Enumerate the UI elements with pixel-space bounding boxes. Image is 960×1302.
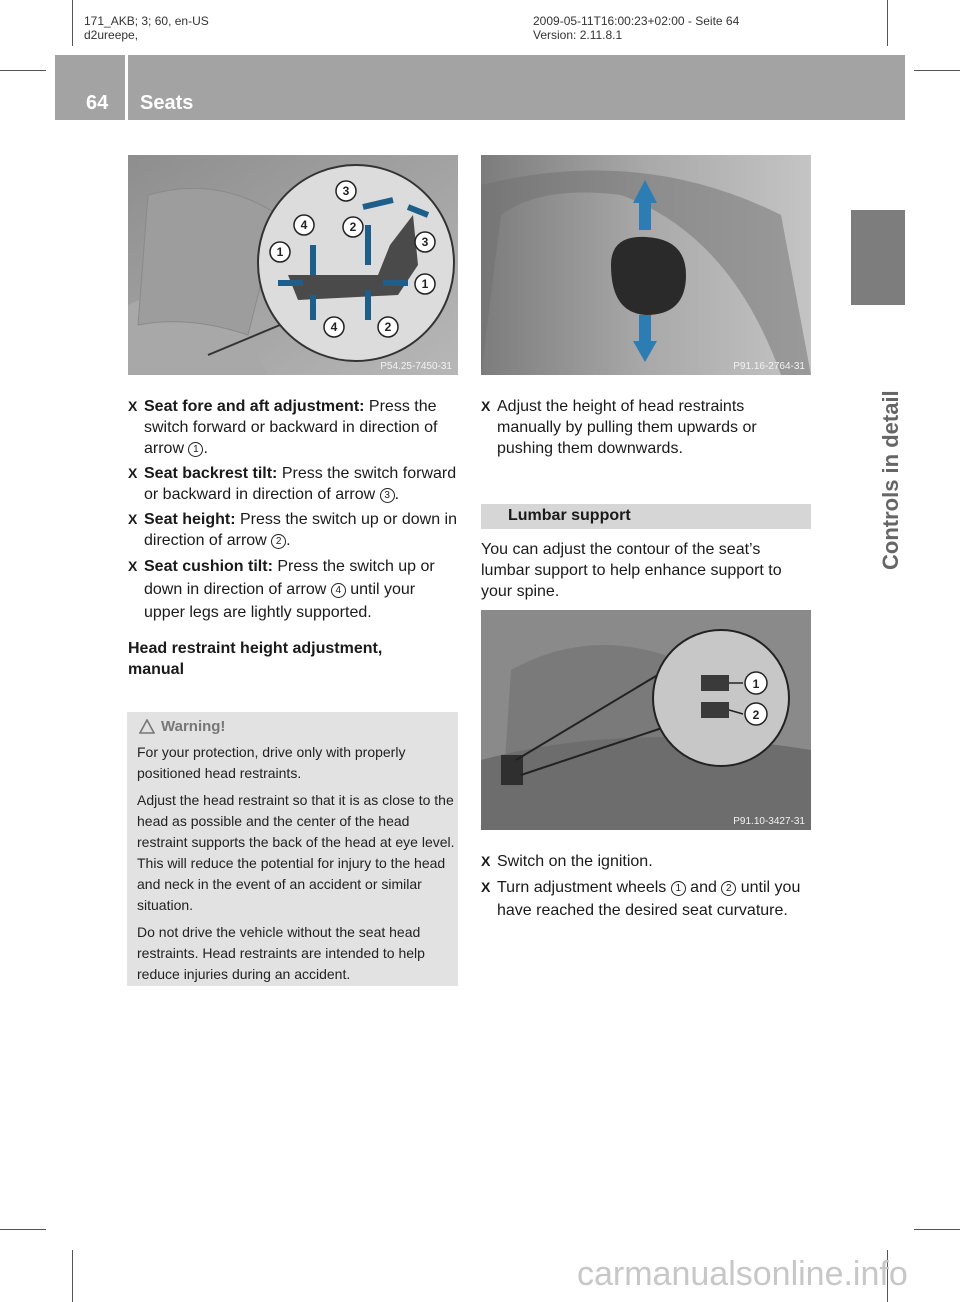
svg-text:2: 2 [384, 320, 392, 334]
meta-code: d2ureepe, [84, 28, 139, 42]
arrow-number-icon: 2 [271, 534, 286, 549]
crop-mark [0, 1229, 46, 1230]
item-text-end: . [286, 532, 291, 549]
svg-text:3: 3 [421, 235, 429, 249]
warning-paragraph: For your protection, drive only with properly positioned head restraints. [137, 744, 406, 781]
head-restraint-photo [481, 155, 811, 375]
figure-code: P91.16-2764-31 [733, 361, 805, 372]
wheel-number-icon: 2 [721, 881, 736, 896]
crop-mark [914, 70, 960, 71]
watermark: carmanualsonline.info [577, 1255, 908, 1293]
page-title: Seats [140, 92, 194, 114]
warning-triangle-icon [139, 719, 155, 734]
list-item [128, 509, 460, 551]
warning-title: Warning! [161, 718, 226, 735]
bullet-icon: X [481, 879, 491, 895]
svg-text:4: 4 [330, 320, 338, 334]
lumbar-switch-photo [481, 610, 811, 830]
crop-mark [72, 0, 73, 46]
bullet-icon: X [128, 558, 138, 574]
item-text: Adjust the height of head restraints manually by pulling them upwards or pushing them downwards. [497, 398, 757, 457]
print-meta-right [533, 14, 739, 42]
section-heading: Head restraint height adjustment, manual [128, 640, 383, 678]
page-number: 64 [86, 92, 109, 114]
bullet-icon: X [481, 853, 491, 869]
svg-text:2: 2 [752, 708, 760, 722]
seat-switch-photo [128, 155, 458, 375]
arrow-number-icon: 1 [188, 442, 203, 457]
list-item [128, 555, 460, 624]
item-text: Press the switch forward or backward in direction of arrow [144, 465, 457, 503]
meta-job: 171_AKB; 3; 60, en-US [84, 14, 209, 28]
bullet-icon: X [128, 511, 138, 527]
item-text: until you have reached the desired seat curvature. [497, 879, 801, 919]
warning-box [127, 712, 458, 986]
item-label: Seat fore and aft adjustment: [144, 398, 365, 415]
svg-text:2: 2 [349, 220, 357, 234]
bullet-icon: X [128, 465, 138, 481]
crop-mark [914, 1229, 960, 1230]
item-text: Turn adjustment wheels [497, 879, 671, 896]
figure-code: P91.10-3427-31 [733, 816, 805, 827]
crop-mark [887, 0, 888, 46]
lumbar-instructions [481, 850, 801, 922]
item-label: Seat cushion tilt: [144, 558, 273, 575]
chapter-label: Controls in detail [878, 390, 903, 570]
list-item [128, 463, 460, 505]
section-heading-bar [481, 504, 811, 529]
arrow-number-icon: 4 [331, 583, 346, 598]
section-heading: Lumbar support [508, 507, 631, 524]
list-item [128, 396, 460, 459]
item-text: Press the switch forward or backward in direction of arrow [144, 398, 438, 457]
item-text-end: . [203, 440, 208, 457]
warning-paragraph: Do not drive the vehicle without the seat head restraints. Head restraints are intended to help reduce injuries during an accident. [137, 924, 425, 982]
list-item [481, 850, 801, 873]
meta-timestamp: 2009-05-11T16:00:23+02:00 - Seite 64 [533, 14, 740, 28]
item-label: Seat height: [144, 511, 236, 528]
svg-text:4: 4 [300, 218, 308, 232]
arrow-number-icon: 3 [380, 488, 395, 503]
warning-paragraph: Adjust the head restraint so that it is as close to the head as possible and the center of the head restraint supports the back of the head at eye level. This will reduce the potential for injury to the head and neck in the event of an accident or similar situation. [137, 792, 455, 913]
svg-text:1: 1 [421, 277, 429, 291]
list-item [481, 876, 801, 922]
item-text: and [685, 879, 722, 896]
item-text: Press the switch up or down in direction of arrow [144, 511, 457, 549]
wheel-number-icon: 1 [671, 881, 686, 896]
lumbar-intro: You can adjust the contour of the seat’s lumbar support to help enhance support to your spine. [481, 541, 782, 600]
print-meta-left [84, 14, 209, 42]
crop-mark [72, 1250, 73, 1302]
meta-version: Version: 2.11.8.1 [533, 28, 623, 42]
svg-text:1: 1 [752, 677, 760, 691]
item-text: Switch on the ignition. [497, 853, 653, 870]
item-label: Seat backrest tilt: [144, 465, 278, 482]
figure-code: P54.25-7450-31 [380, 361, 452, 372]
crop-mark [0, 70, 46, 71]
svg-text:3: 3 [342, 184, 350, 198]
item-text: Press the switch up or down in direction of arrow [144, 558, 435, 598]
head-restraint-instructions [481, 396, 801, 459]
bullet-icon: X [481, 398, 491, 414]
item-text-end: until your upper legs are lightly supported. [144, 581, 416, 621]
item-text-end: . [394, 486, 400, 503]
header-divider [125, 55, 128, 120]
seat-instructions [128, 396, 460, 680]
bullet-icon: X [128, 398, 138, 414]
chapter-tab [851, 210, 905, 305]
svg-text:1: 1 [276, 245, 284, 259]
list-item [481, 396, 801, 459]
